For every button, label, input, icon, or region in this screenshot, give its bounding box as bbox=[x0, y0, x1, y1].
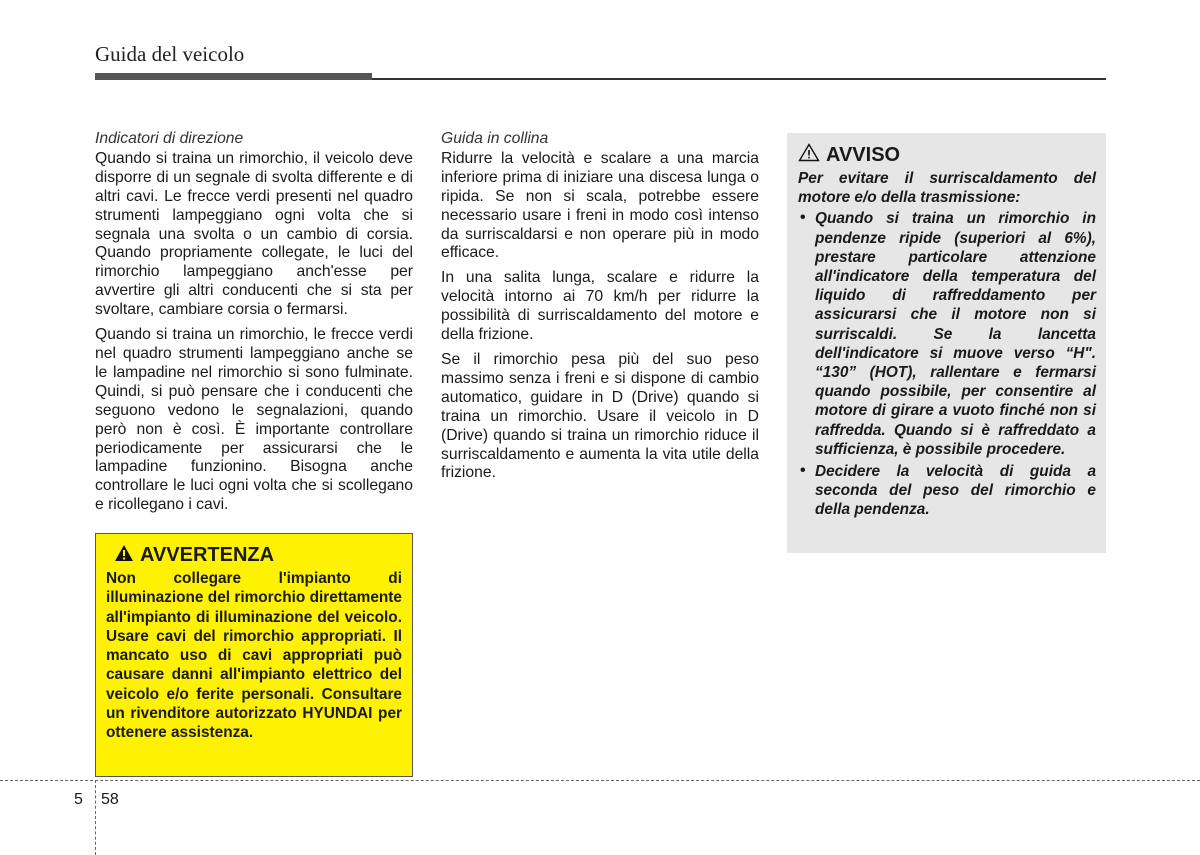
notice-item-text: Decidere la velocità di guida a seconda del peso del rimorchio e della pendenza. bbox=[815, 463, 1096, 519]
paragraph: In una salita lunga, scalare e ridurre la velocità intorno ai 70 km/h per ridurre la possibilità di surriscaldamento del motore e della frizione. bbox=[441, 269, 759, 344]
notice-item-text: Quando si traina un rimorchio in pendenze ripide (superiori al 6%), prestare particolare attenzione all'indicatore della temperatura del liquido di raffreddamento per assicurarsi che il motore non si surriscaldi. Se la lancetta dell'indicatore si muove verso “H". “130” (HOT), rallentare e fermarsi quando possibile, per consentire al motore di girare a vuoto finché non si raffredda. Quando si è raffreddato a sufficienza, è possibile procedere. bbox=[815, 210, 1096, 458]
paragraph: Se il rimorchio pesa più del suo peso massimo senza i freni e si dispone di cambio automatico, guidare in D (Drive) quando si traina un rimorchio. Usare il veicolo in D (Drive) quando si traina un rimorchio riduce il surriscaldamento e aumenta la vita utile della frizione. bbox=[441, 350, 759, 482]
warning-triangle-icon bbox=[114, 544, 134, 567]
bullet: • bbox=[800, 462, 806, 480]
warning-header bbox=[114, 544, 402, 567]
page-number: 58 bbox=[101, 791, 119, 808]
notice-header bbox=[798, 143, 1096, 167]
notice-intro: Per evitare il surriscaldamento del motore e/o della trasmissione: bbox=[798, 170, 1096, 207]
warning-box bbox=[95, 533, 413, 777]
paragraph: Quando si traina un rimorchio, il veicolo deve disporre di un segnale di svolta differente e di altri cavi. Le frecce verdi presenti nel quadro strumenti lampeggiano ogni volta che si segnala una svolta o un cambio di corsia. Quando propriamente collegate, le luci del rimorchio lampeggiano anch'esse per avvertire gli altri conducenti che si sta per svoltare, cambiare corsia o fermarsi. bbox=[95, 149, 413, 319]
bullet: • bbox=[800, 209, 806, 227]
paragraph: Quando si traina un rimorchio, le frecce verdi nel quadro strumenti lampeggiano anche se le lampadine nel rimorchio si sono fulminate. Quindi, si può pensare che i conducenti che seguono vedono le segnalazioni, quando però non è così. È importante controllare periodicamente per assicurarsi che le lampadine funzionino. Bisogna anche controllare le luci ogni volta che si scollegano e ricollegano i cavi. bbox=[95, 326, 413, 514]
chapter-number: 5 bbox=[74, 791, 83, 808]
column-turn-signals bbox=[95, 130, 413, 521]
notice-list bbox=[798, 209, 1096, 519]
notice-label: AVVISO bbox=[826, 143, 901, 166]
footer-divider bbox=[95, 780, 96, 855]
paragraph: Ridurre la velocità e scalare a una marcia inferiore prima di iniziare una discesa lunga o ripida. Se non si scala, potrebbe essere necessario usare i freni in modo così intenso da surriscaldarsi e non operare più in modo efficace. bbox=[441, 149, 759, 262]
warning-label: AVVERTENZA bbox=[140, 544, 275, 566]
column-hill-driving bbox=[441, 130, 759, 489]
section-heading-turn-signals: Indicatori di direzione bbox=[95, 130, 244, 147]
section-heading-hill-driving: Guida in collina bbox=[441, 130, 549, 147]
warning-text: Non collegare l'impianto di illuminazione del rimorchio direttamente all'impianto di illuminazione del veicolo. Usare cavi del rimorchio appropriati. Il mancato uso di cavi appropriati può causare danni all'impianto elettrico del veicolo e/o ferite personali. Consultare un rivenditore autorizzato HYUNDAI per ottenere assistenza. bbox=[106, 570, 402, 742]
page-header-title: Guida del veicolo bbox=[95, 42, 245, 66]
footer-rule bbox=[0, 780, 1200, 781]
list-item bbox=[798, 209, 1096, 459]
notice-box bbox=[787, 133, 1106, 553]
header-rule-accent bbox=[95, 73, 372, 80]
caution-triangle-icon bbox=[798, 143, 820, 167]
list-item bbox=[798, 462, 1096, 520]
